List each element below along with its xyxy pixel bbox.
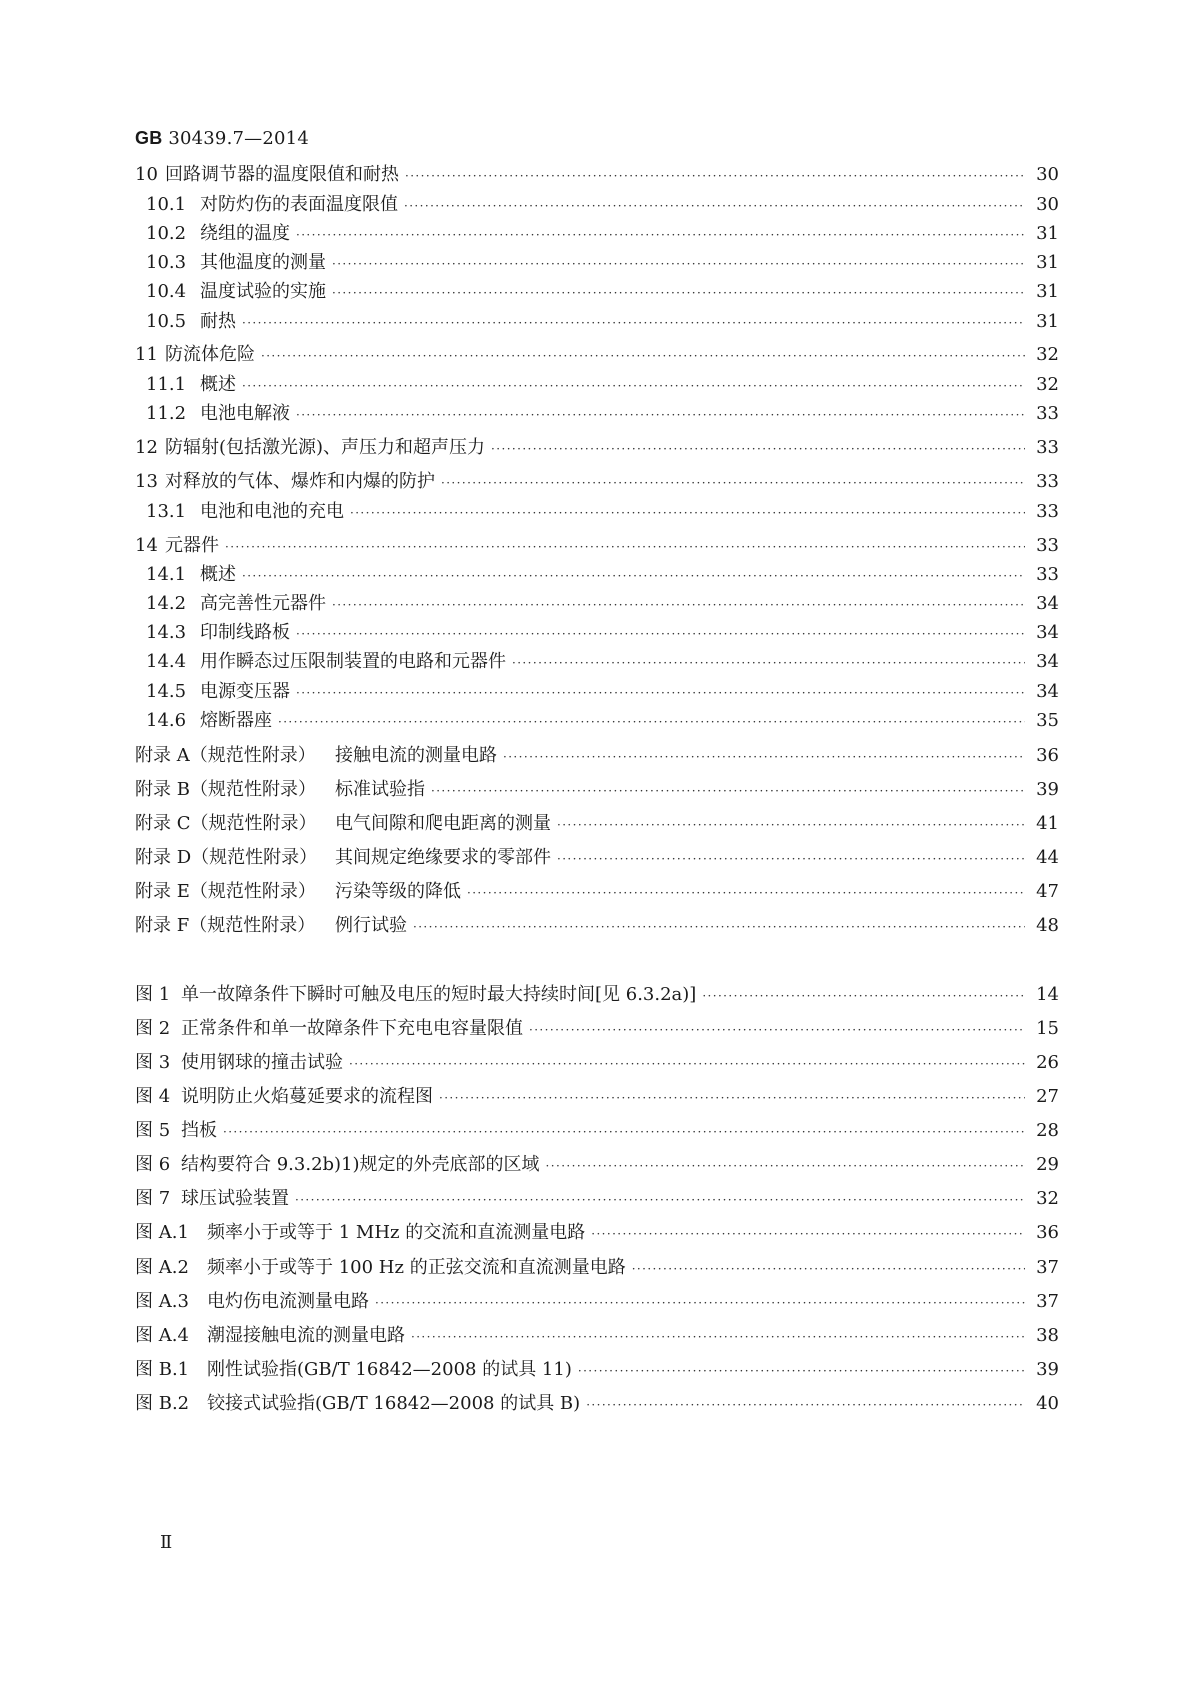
toc-entry-title: 其他温度的测量 (200, 252, 326, 273)
toc-entry-number: 图 2 (135, 1018, 171, 1039)
toc-entry-page: 33 (1036, 471, 1059, 492)
toc-entry-page: 32 (1036, 344, 1059, 365)
toc-entry[interactable] (135, 1355, 1059, 1383)
toc-entry-page: 32 (1036, 374, 1059, 395)
toc-entry[interactable] (135, 1389, 1059, 1417)
toc-entry-page: 35 (1036, 710, 1059, 731)
dot-leader (578, 1364, 1025, 1378)
toc-entry-number: 14.5 (146, 681, 187, 702)
toc-entry-page: 33 (1036, 535, 1059, 556)
toc-entry-title: 电气间隙和爬电距离的测量 (335, 813, 551, 834)
toc-entry[interactable] (135, 1184, 1059, 1212)
toc-entry-title: 标准试验指 (335, 779, 425, 800)
toc-entry-number: 10.1 (146, 194, 187, 215)
dot-leader (441, 476, 1025, 490)
toc-entry[interactable] (135, 1287, 1059, 1315)
dot-leader (512, 656, 1025, 670)
toc-entry[interactable] (146, 618, 1059, 646)
toc-entry-page: 48 (1036, 915, 1059, 936)
dot-leader (491, 442, 1025, 456)
toc-entry-number: 14.2 (146, 593, 187, 614)
toc-entry-title: 概述 (200, 374, 236, 395)
toc-entry-title: 元器件 (165, 535, 219, 556)
toc-entry-page: 31 (1036, 252, 1059, 273)
toc-entry[interactable] (135, 433, 1059, 461)
toc-entry[interactable] (146, 706, 1059, 734)
toc-entry-page: 36 (1036, 745, 1059, 766)
toc-entry-title: 其间规定绝缘要求的零部件 (335, 847, 551, 868)
toc-entry[interactable] (135, 843, 1059, 871)
toc-entry-title: 概述 (200, 564, 236, 585)
toc-entry-number: 图 A.4 (135, 1325, 189, 1346)
toc-entry[interactable] (135, 1321, 1059, 1349)
toc-entry-number: 图 A.2 (135, 1257, 189, 1278)
toc-entry-page: 47 (1036, 881, 1059, 902)
toc-entry-page: 31 (1036, 281, 1059, 302)
dot-leader (439, 1091, 1025, 1105)
toc-entry[interactable] (146, 589, 1059, 617)
toc-entry-number: 14.1 (146, 564, 187, 585)
toc-entry-number: 图 4 (135, 1086, 171, 1107)
toc-entry-page: 37 (1036, 1291, 1059, 1312)
dot-leader (411, 1330, 1025, 1344)
toc-entry-title: 单一故障条件下瞬时可触及电压的短时最大持续时间[见 6.3.2a)] (181, 984, 697, 1005)
dot-leader (296, 228, 1025, 242)
toc-entry[interactable] (135, 911, 1059, 939)
toc-entry-page: 39 (1036, 779, 1059, 800)
toc-entry[interactable] (146, 277, 1059, 305)
toc-entry-title: 对防灼伤的表面温度限值 (200, 194, 398, 215)
dot-leader (591, 1227, 1025, 1241)
toc-entry-number: 11.1 (146, 374, 187, 395)
dot-leader (586, 1398, 1025, 1412)
toc-entry-page: 37 (1036, 1257, 1059, 1278)
toc-entry-page: 34 (1036, 622, 1059, 643)
dot-leader (413, 920, 1025, 934)
toc-entry-page: 28 (1036, 1120, 1059, 1141)
toc-entry-title: 电灼伤电流测量电路 (207, 1291, 369, 1312)
toc-entry-page: 34 (1036, 593, 1059, 614)
toc-entry-title: 挡板 (181, 1120, 217, 1141)
dot-leader (223, 1125, 1025, 1139)
toc-entry-number: 图 1 (135, 984, 171, 1005)
toc-entry-number: 10.4 (146, 281, 187, 302)
toc-entry-title: 正常条件和单一故障条件下充电电容量限值 (181, 1018, 523, 1039)
toc-entry-title: 例行试验 (335, 915, 407, 936)
toc-entry-number: 附录 B（规范性附录） (135, 779, 316, 800)
toc-entry-title: 电池和电池的充电 (200, 501, 344, 522)
standard-number: 30439.7—2014 (168, 128, 309, 149)
toc-entry[interactable] (135, 877, 1059, 905)
toc-entry-title: 球压试验装置 (181, 1188, 289, 1209)
toc-entry-number: 10.5 (146, 311, 187, 332)
toc-entry[interactable] (135, 340, 1059, 368)
toc-entry-page: 26 (1036, 1052, 1059, 1073)
toc-entry-title: 印制线路板 (200, 622, 290, 643)
toc-entry-page: 41 (1036, 813, 1059, 834)
dot-leader (261, 349, 1025, 363)
dot-leader (225, 540, 1025, 554)
dot-leader (405, 169, 1025, 183)
page-number-footer: Ⅱ (160, 1532, 173, 1553)
toc-entry-number: 图 B.1 (135, 1359, 190, 1380)
toc-entry-number: 13 (135, 471, 158, 492)
toc-entry-page: 34 (1036, 651, 1059, 672)
dot-leader (296, 408, 1025, 422)
toc-entry[interactable] (135, 809, 1059, 837)
toc-entry-page: 15 (1036, 1018, 1059, 1039)
toc-entry-title: 使用钢球的撞击试验 (181, 1052, 343, 1073)
toc-entry[interactable] (146, 307, 1059, 335)
toc-entry-number: 图 A.3 (135, 1291, 189, 1312)
toc-entry-number: 图 7 (135, 1188, 171, 1209)
toc-entry[interactable] (135, 1082, 1059, 1110)
toc-entry[interactable] (135, 160, 1059, 188)
toc-entry-page: 30 (1036, 194, 1059, 215)
dot-leader (546, 1159, 1025, 1173)
toc-entry-number: 13.1 (146, 501, 187, 522)
dot-leader (242, 316, 1025, 330)
toc-entry[interactable] (146, 647, 1059, 675)
dot-leader (242, 569, 1025, 583)
toc-entry-title: 防流体危险 (165, 344, 255, 365)
dot-leader (350, 506, 1025, 520)
toc-entry-number: 图 5 (135, 1120, 171, 1141)
toc-entry-number: 10.3 (146, 252, 187, 273)
toc-entry-title: 绕组的温度 (200, 223, 290, 244)
toc-entry[interactable] (135, 467, 1059, 495)
toc-entry-page: 44 (1036, 847, 1059, 868)
toc-entry-number: 14 (135, 535, 158, 556)
toc-entry[interactable] (146, 219, 1059, 247)
standard-header (135, 128, 309, 149)
toc-entry-number: 图 3 (135, 1052, 171, 1073)
toc-entry[interactable] (146, 497, 1059, 525)
dot-leader (632, 1262, 1025, 1276)
toc-entry[interactable] (146, 399, 1059, 427)
dot-leader (404, 199, 1025, 213)
toc-entry[interactable] (135, 1218, 1059, 1246)
toc-entry-title: 熔断器座 (200, 710, 272, 731)
dot-leader (503, 750, 1025, 764)
toc-entry-page: 33 (1036, 403, 1059, 424)
toc-entry-title: 耐热 (200, 311, 236, 332)
toc-entry[interactable] (135, 775, 1059, 803)
toc-entry-page: 40 (1036, 1393, 1059, 1414)
toc-entry-number: 图 A.1 (135, 1222, 189, 1243)
toc-entry-title: 说明防止火焰蔓延要求的流程图 (181, 1086, 433, 1107)
toc-entry[interactable] (135, 741, 1059, 769)
dot-leader (296, 686, 1025, 700)
toc-entry-title: 频率小于或等于 100 Hz 的正弦交流和直流测量电路 (207, 1257, 626, 1278)
toc-entry-page: 36 (1036, 1222, 1059, 1243)
toc-entry-title: 防辐射(包括激光源)、声压力和超声压力 (165, 437, 486, 458)
dot-leader (375, 1296, 1025, 1310)
toc-entry[interactable] (146, 370, 1059, 398)
toc-entry-title: 电源变压器 (200, 681, 290, 702)
toc-entry-page: 33 (1036, 437, 1059, 458)
toc-entry-page: 39 (1036, 1359, 1059, 1380)
dot-leader (332, 598, 1025, 612)
toc-entry-title: 潮湿接触电流的测量电路 (207, 1325, 405, 1346)
toc-entry-page: 33 (1036, 564, 1059, 585)
dot-leader (332, 257, 1025, 271)
toc-entry-title: 结构要符合 9.3.2b)1)规定的外壳底部的区域 (181, 1154, 540, 1175)
toc-entry-number: 14.3 (146, 622, 187, 643)
toc-entry-title: 铰接式试验指(GB/T 16842—2008 的试具 B) (207, 1393, 581, 1414)
toc-entry-page: 34 (1036, 681, 1059, 702)
toc-entry-page: 32 (1036, 1188, 1059, 1209)
toc-entry[interactable] (146, 248, 1059, 276)
toc-entry[interactable] (135, 1253, 1059, 1281)
toc-entry-page: 33 (1036, 501, 1059, 522)
toc-entry[interactable] (135, 1150, 1059, 1178)
toc-entry[interactable] (135, 1014, 1059, 1042)
toc-entry-number: 12 (135, 437, 158, 458)
dot-leader (295, 1193, 1025, 1207)
toc-entry-number: 附录 A（规范性附录） (135, 745, 316, 766)
toc-entry-title: 污染等级的降低 (335, 881, 461, 902)
toc-entry-number: 图 6 (135, 1154, 171, 1175)
dot-leader (242, 379, 1025, 393)
toc-entry-page: 29 (1036, 1154, 1059, 1175)
dot-leader (332, 286, 1025, 300)
toc-entry-number: 附录 C（规范性附录） (135, 813, 317, 834)
toc-entry-page: 31 (1036, 223, 1059, 244)
toc-entry-number: 11 (135, 344, 158, 365)
toc-entry[interactable] (135, 1048, 1059, 1076)
toc-entry-title: 接触电流的测量电路 (335, 745, 497, 766)
toc-entry[interactable] (135, 1116, 1059, 1144)
dot-leader (557, 818, 1025, 832)
dot-leader (557, 852, 1025, 866)
toc-entry-number: 11.2 (146, 403, 187, 424)
dot-leader (349, 1057, 1025, 1071)
toc-entry-number: 附录 F（规范性附录） (135, 915, 316, 936)
dot-leader (296, 627, 1025, 641)
toc-entry-number: 14.6 (146, 710, 187, 731)
toc-entry-number: 10 (135, 164, 158, 185)
dot-leader (529, 1023, 1025, 1037)
dot-leader (467, 886, 1025, 900)
toc-entry-number: 附录 D（规范性附录） (135, 847, 318, 868)
toc-entry-page: 30 (1036, 164, 1059, 185)
toc-entry-page: 27 (1036, 1086, 1059, 1107)
standard-code: GB (135, 128, 163, 148)
toc-entry-title: 频率小于或等于 1 MHz 的交流和直流测量电路 (207, 1222, 586, 1243)
toc-entry-number: 图 B.2 (135, 1393, 190, 1414)
toc-entry-title: 用作瞬态过压限制装置的电路和元器件 (200, 651, 506, 672)
toc-entry-title: 回路调节器的温度限值和耐热 (165, 164, 399, 185)
toc-entry-title: 温度试验的实施 (200, 281, 326, 302)
toc-entry-page: 14 (1036, 984, 1059, 1005)
toc-entry-number: 14.4 (146, 651, 187, 672)
toc-entry[interactable] (135, 980, 1059, 1008)
toc-entry[interactable] (146, 560, 1059, 588)
dot-leader (431, 784, 1025, 798)
toc-entry[interactable] (135, 531, 1059, 559)
toc-entry[interactable] (146, 677, 1059, 705)
toc-entry[interactable] (146, 190, 1059, 218)
toc-entry-number: 附录 E（规范性附录） (135, 881, 316, 902)
toc-entry-title: 电池电解液 (200, 403, 290, 424)
dot-leader (278, 715, 1025, 729)
toc-entry-title: 高完善性元器件 (200, 593, 326, 614)
toc-entry-number: 10.2 (146, 223, 187, 244)
toc-entry-page: 38 (1036, 1325, 1059, 1346)
toc-entry-page: 31 (1036, 311, 1059, 332)
toc-entry-title: 对释放的气体、爆炸和内爆的防护 (165, 471, 435, 492)
dot-leader (702, 989, 1025, 1003)
toc-entry-title: 刚性试验指(GB/T 16842—2008 的试具 11) (207, 1359, 572, 1380)
